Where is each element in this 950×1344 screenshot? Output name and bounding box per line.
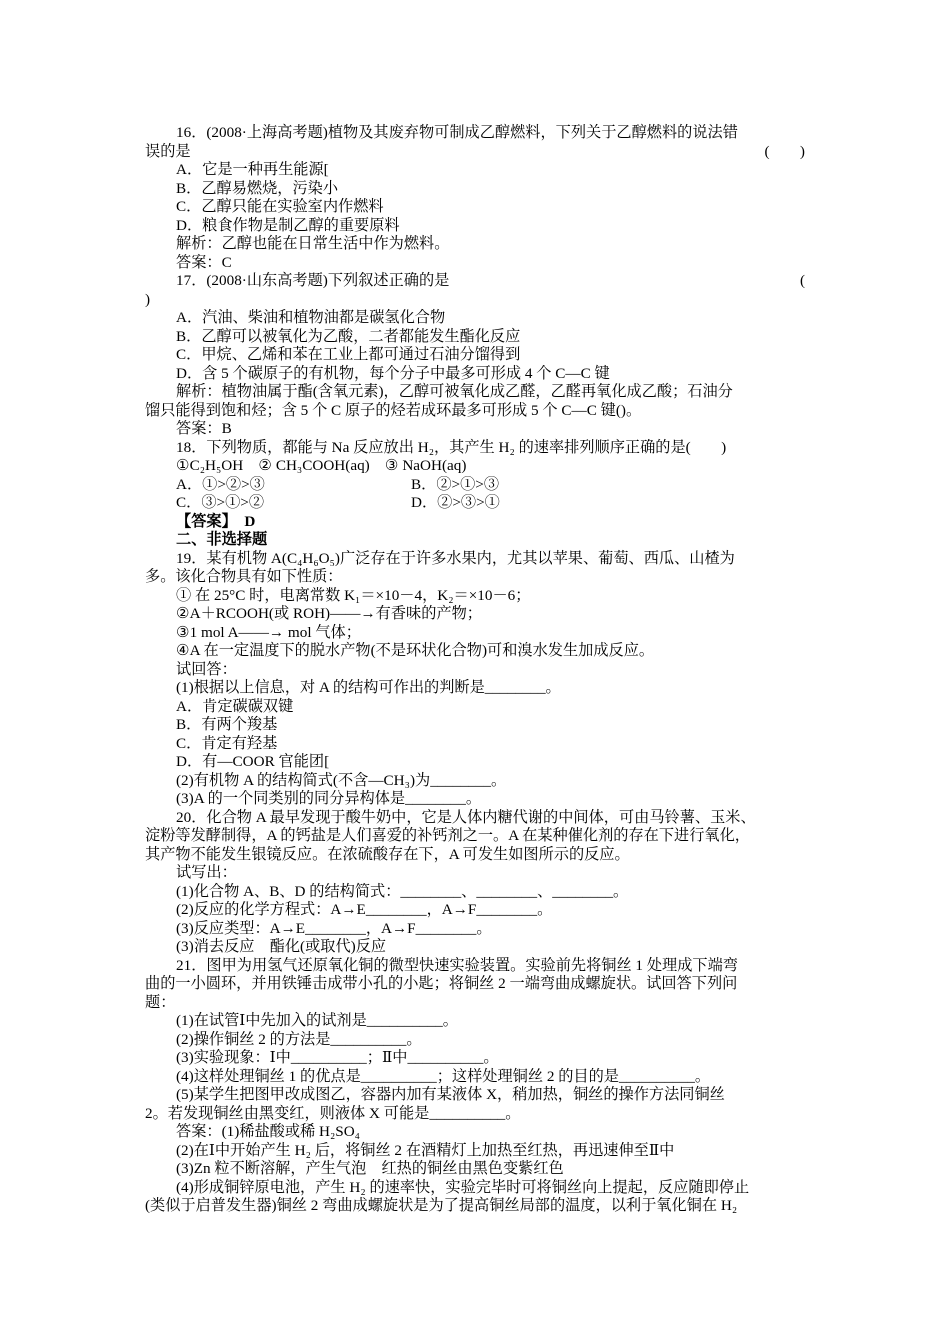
q19-option-b: B．有两个羧基 <box>176 716 278 733</box>
q20-ask: 试写出： <box>176 864 237 881</box>
q18-option-b: B．②>①>③ <box>411 475 500 493</box>
q21-sub-4: (4)这样处理铜丝 1 的优点是__________；这样处理铜丝 2 的目的是__________。 <box>176 1067 711 1085</box>
q19-property-2: ②A＋RCOOH(或 ROH)——→有香味的产物； <box>176 605 482 622</box>
q17-option-a: A．汽油、柴油和植物油都是碳氢化合物 <box>176 309 446 326</box>
q17-paren-close: ) <box>145 290 151 308</box>
q16-stem: 16．(2008·上海高考题)植物及其废弃物可制成乙醇燃料，下列关于乙醇燃料的说法错 <box>176 124 738 141</box>
q17-stem: 17．(2008·山东高考题)下列叙述正确的是 <box>176 272 450 289</box>
q19-sub-3: (3)A 的一个同类别的同分异构体是________。 <box>176 790 482 807</box>
q21-stem-cont-2: 题： <box>145 993 176 1011</box>
q20-sub-1: (1)化合物 A、B、D 的结构简式：________、________、________。 <box>176 882 629 900</box>
q19-option-d: D．有—COOR 官能团[ <box>176 753 330 770</box>
q20-stem: 20．化合物 A 最早发现于酸牛奶中，它是人体内糖代谢的中间体，可由马铃薯、玉米、 <box>176 808 756 826</box>
q17-option-b: B．乙醇可以被氧化为乙酸，二者都能发生酯化反应 <box>176 327 521 345</box>
q21-answer-2: (2)在Ⅰ中开始产生 H₂ 后，将铜丝 2 在酒精灯上加热至红热，再迅速伸至Ⅱ中 <box>176 1141 675 1159</box>
q19-option-c: C．肯定有羟基 <box>176 734 278 752</box>
q20-sub-3: (3)反应类型：A→E________，A→F________。 <box>176 919 492 937</box>
q19-property-4: ④A 在一定温度下的脱水产物(不是环状化合物)可和溴水发生加成反应。 <box>176 642 655 659</box>
q21-sub-1: (1)在试管Ⅰ中先加入的试剂是__________。 <box>176 1012 458 1029</box>
q20-sub-2: (2)反应的化学方程式：A→E________，A→F________。 <box>176 901 553 918</box>
q16-answer: 答案：C <box>176 253 232 271</box>
q19-stem-cont: 多。该化合物具有如下性质： <box>145 568 343 585</box>
q18-stem: 18．下列物质，都能与 Na 反应放出 H₂，其产生 H₂ 的速率排列顺序正确的是( ) <box>176 438 727 456</box>
q16-option-c: C．乙醇只能在实验室内作燃料 <box>176 198 384 215</box>
q19-property-1: ① 在 25°C 时，电离常数 K₁＝×10－4，K₂＝×10－6； <box>176 586 531 604</box>
q18-option-c: C．③>①>② <box>176 494 265 511</box>
q17-stem-row <box>145 272 813 291</box>
q21-answer-4: (4)形成铜锌原电池，产生 H₂ 的速率快，实验完毕时可将铜丝向上提起，反应随即停止 <box>176 1178 750 1196</box>
q20-stem-cont-2: 其产物不能发生银镜反应。在浓硫酸存在下，A 可发生如图所示的反应。 <box>145 845 630 863</box>
q16-option-a: A．它是一种再生能源[ <box>176 161 329 178</box>
q17-option-c: C．甲烷、乙烯和苯在工业上都可通过石油分馏得到 <box>176 346 521 363</box>
q18-options-row-1 <box>145 476 813 495</box>
q16-option-b: B．乙醇易燃烧，污染小 <box>176 179 339 197</box>
q17-answer: 答案：B <box>176 420 232 437</box>
q20-stem-cont-1: 淀粉等发酵制得，A 的钙盐是人们喜爱的补钙剂之一。A 在某种催化剂的存在下进行氧化， <box>145 827 750 844</box>
q17-option-d: D．含 5 个碳原子的有机物，每个分子中最多可形成 4 个 C—C 键 <box>176 364 610 382</box>
q21-answer-1: 答案：(1)稀盐酸或稀 H₂SO₄ <box>176 1123 360 1140</box>
q16-answer-paren: ( ) <box>764 142 805 160</box>
q19-ask: 试回答： <box>176 660 237 678</box>
q19-stem: 19．某有机物 A(C₄H₆O₅)广泛存在于许多水果内，尤其以苹果、葡萄、西瓜、山楂为 <box>176 549 735 567</box>
q17-analysis-cont: 馏只能得到饱和烃；含 5 个 C 原子的烃若成环最多可形成 5 个 C—C 键()。 <box>145 401 642 419</box>
q19-option-a: A．肯定碳碳双键 <box>176 697 294 715</box>
q20-answer: (3)消去反应 酯化(或取代)反应 <box>176 938 387 955</box>
document-page <box>145 124 813 1216</box>
q17-paren-open: ( <box>799 272 805 289</box>
q21-sub-3: (3)实验现象：Ⅰ中__________；Ⅱ中__________。 <box>176 1049 499 1066</box>
q21-answer-5: (类似于启普发生器)铜丝 2 弯曲成螺旋状是为了提高铜丝局部的温度，以利于氧化铜在 H₂ <box>145 1197 738 1214</box>
q16-analysis: 解析：乙醇也能在日常生活中作为燃料。 <box>176 235 450 252</box>
q18-items: ①C₂H₅OH ② CH₃COOH(aq) ③ NaOH(aq) <box>176 457 467 474</box>
q21-stem-cont-1: 曲的一小圆环，并用铁锤击成带小孔的小匙；将铜丝 2 一端弯曲成螺旋状。试回答下列问 <box>145 975 738 992</box>
q21-stem: 21．图甲为用氢气还原氧化铜的微型快速实验装置。实验前先将铜丝 1 处理成下端弯 <box>176 956 738 974</box>
q18-option-d: D．②>③>① <box>411 494 500 511</box>
q16-stem-line2: 误的是 <box>145 142 191 160</box>
q17-analysis: 解析：植物油属于酯(含氧元素)，乙醇可被氧化成乙醛，乙醛再氧化成乙酸；石油分 <box>176 383 733 400</box>
section-heading: 二、非选择题 <box>176 531 268 548</box>
q21-sub-5-cont: 2。若发现铜丝由黑变红，则液体 X 可能是__________。 <box>145 1104 521 1122</box>
q18-option-a: A．①>②>③ <box>176 475 265 493</box>
q18-answer: 【答案】 D <box>176 512 256 530</box>
q19-sub-1: (1)根据以上信息，对 A 的结构可作出的判断是________。 <box>176 679 561 696</box>
q19-property-3: ③1 mol A——→ mol 气体； <box>176 623 361 641</box>
q21-answer-3: (3)Zn 粒不断溶解，产生气泡 红热的铜丝由黑色变紫红色 <box>176 1160 564 1177</box>
q18-options-row-2 <box>145 494 813 513</box>
q19-sub-2: (2)有机物 A 的结构简式(不含—CH₃)为________。 <box>176 771 507 789</box>
q21-sub-5: (5)某学生把图甲改成图乙，容器内加有某液体 X，稍加热，铜丝的操作方法同铜丝 <box>176 1086 725 1103</box>
q16-stem-cont <box>145 143 813 162</box>
q21-sub-2: (2)操作铜丝 2 的方法是__________。 <box>176 1030 422 1048</box>
q16-option-d: D．粮食作物是制乙醇的重要原料 <box>176 216 400 234</box>
